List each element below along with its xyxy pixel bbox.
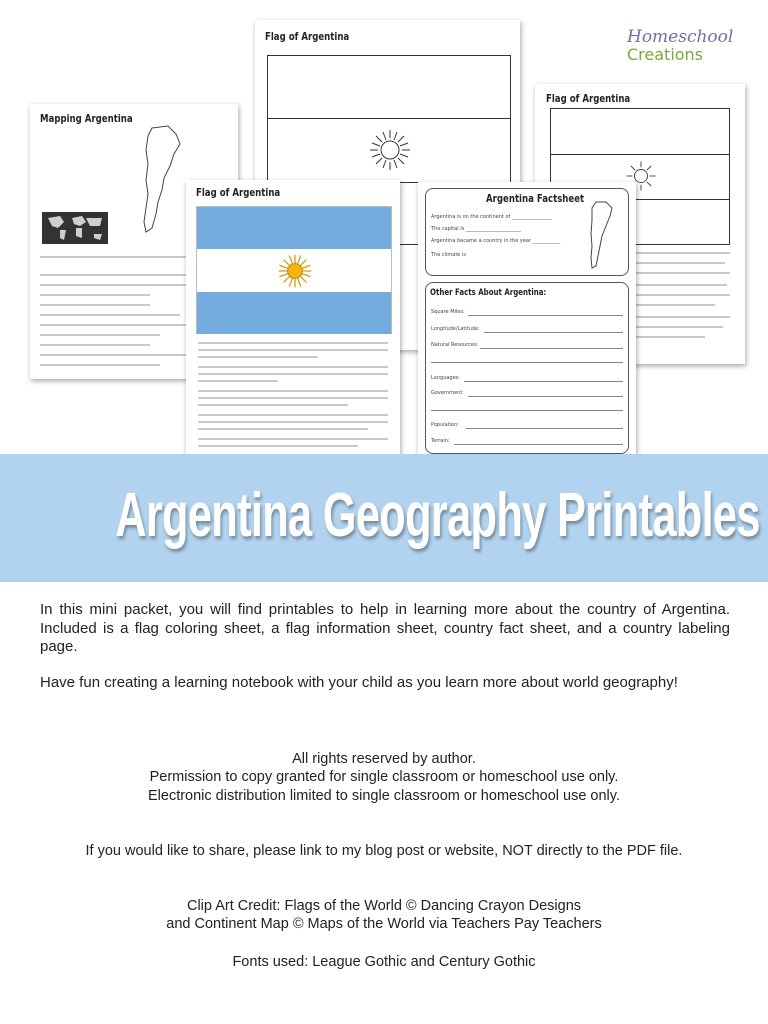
other-field-resources: Natural Resources:	[431, 342, 479, 348]
fact-field-continent: Argentina is on the continent of ________________	[431, 214, 552, 220]
flag-band-top	[197, 207, 391, 249]
world-map-inset	[42, 212, 108, 244]
argentina-map-outline-small	[582, 200, 618, 270]
argentina-map-outline	[130, 124, 190, 234]
fonts-used: Fonts used: League Gothic and Century Gothic	[232, 954, 536, 970]
sheet-title: Flag of Argentina	[196, 186, 281, 199]
argentina-flag	[196, 206, 392, 334]
other-field-population: Population:	[431, 422, 459, 428]
other-field-longitude: Longitude/Latitude:	[431, 326, 480, 332]
sheet-title: Flag of Argentina	[546, 92, 631, 105]
other-field-square-miles: Square Miles:	[431, 309, 465, 315]
rights-line-1: All rights reserved by author.	[292, 751, 476, 767]
logo-line1: Homeschool	[627, 27, 734, 47]
argentina-factsheet-sheet	[418, 182, 636, 458]
sun-of-may-icon	[277, 253, 313, 289]
other-field-terrain: Terrain:	[431, 438, 450, 444]
notebook-paragraph: Have fun creating a learning notebook with your child as you learn more about world geography!	[40, 674, 678, 691]
clip-art-credit-1: Clip Art Credit: Flags of the World © Dancing Crayon Designs	[186, 898, 582, 914]
flag-info-sheet	[186, 180, 400, 458]
flag-band-bottom	[197, 292, 391, 334]
sun-of-may-outline-icon	[368, 128, 412, 172]
factsheet-title: Argentina Factsheet	[486, 192, 585, 205]
other-field-languages: Languages:	[431, 375, 460, 381]
homeschool-creations-logo	[627, 28, 737, 64]
fact-field-capital: The capital is ______________________	[431, 226, 521, 232]
sheet-title: Flag of Argentina	[265, 30, 350, 43]
intro-paragraph: In this mini packet, you will find printables to help in learning more about the country of Argentina. Included is a flag coloring sheet, a flag information sheet, country fact sheet, and a country labeling page.	[40, 601, 730, 655]
fact-field-year: Argentina became a country in the year ___________	[431, 238, 561, 244]
rights-line-2: Permission to copy granted for single classroom or homeschool use only.	[149, 769, 619, 785]
page-title: Argentina Geography Printables	[115, 481, 760, 550]
logo-line2: Creations	[627, 45, 704, 64]
sheet-title: Mapping Argentina	[40, 112, 133, 125]
factsheet-other-title: Other Facts About Argentina:	[430, 288, 547, 298]
other-field-government: Government:	[431, 390, 464, 396]
rights-line-3: Electronic distribution limited to single classroom or homeschool use only.	[147, 788, 620, 804]
fact-field-climate: The climate is	[431, 252, 466, 258]
clip-art-credit-2: and Continent Map © Maps of the World via Teachers Pay Teachers	[166, 916, 602, 932]
share-note: If you would like to share, please link to my blog post or website, NOT directly to the PDF file.	[85, 843, 683, 859]
